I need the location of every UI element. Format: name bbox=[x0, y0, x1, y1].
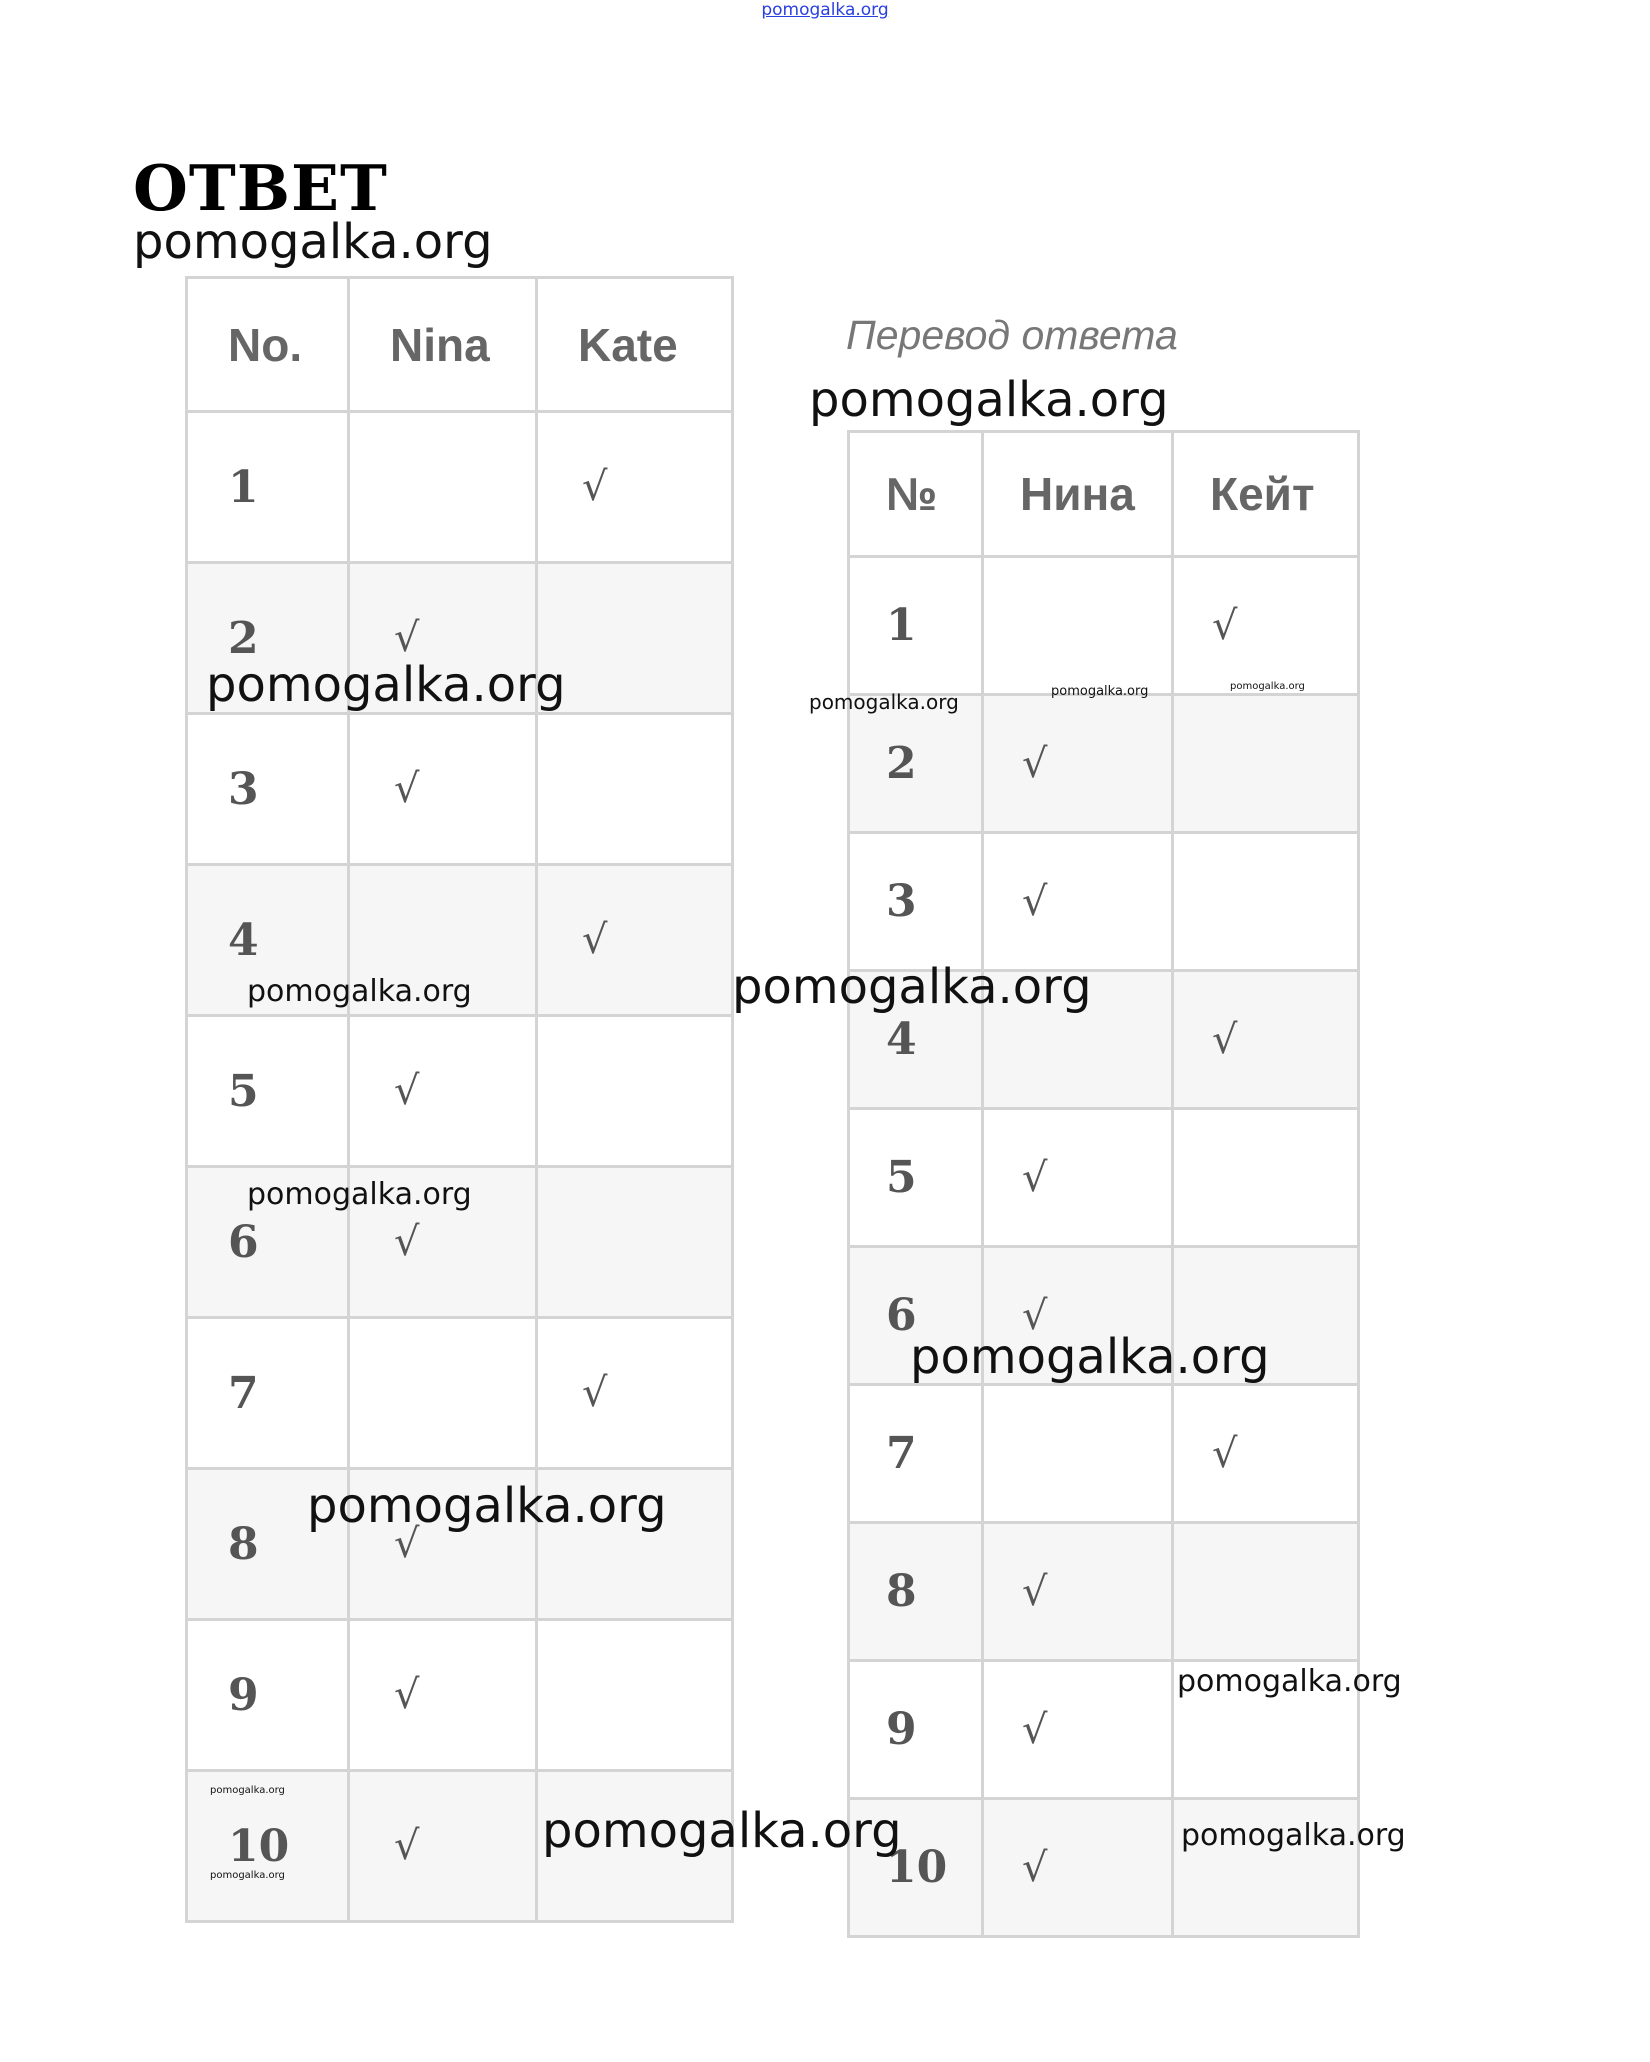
column-header-kate: Кейт bbox=[1173, 432, 1359, 557]
kate-cell bbox=[1173, 833, 1359, 971]
nina-cell: √ bbox=[349, 1167, 537, 1318]
column-header-number: № bbox=[849, 432, 983, 557]
table-row bbox=[849, 1385, 1359, 1523]
nina-cell: √ bbox=[983, 1661, 1173, 1799]
kate-cell bbox=[537, 714, 733, 865]
row-number-cell: 9 bbox=[849, 1661, 983, 1799]
nina-cell bbox=[983, 1385, 1173, 1523]
nina-cell: √ bbox=[983, 1247, 1173, 1385]
table-row bbox=[187, 1016, 733, 1167]
kate-cell bbox=[1173, 695, 1359, 833]
watermark: pomogalka.org bbox=[542, 1803, 902, 1859]
table-row bbox=[187, 714, 733, 865]
row-number-cell: 3 bbox=[187, 714, 349, 865]
kate-cell bbox=[537, 1016, 733, 1167]
row-number-cell: 10 bbox=[187, 1771, 349, 1922]
nina-cell: √ bbox=[983, 695, 1173, 833]
row-number-cell: 6 bbox=[849, 1247, 983, 1385]
table-header-row bbox=[187, 278, 733, 412]
nina-cell bbox=[983, 557, 1173, 695]
watermark: pomogalka.org bbox=[206, 657, 566, 713]
kate-cell bbox=[537, 1620, 733, 1771]
table-row bbox=[849, 1523, 1359, 1661]
watermark: pomogalka.org bbox=[809, 690, 959, 714]
watermark: pomogalka.org bbox=[210, 1870, 285, 1881]
kate-cell: √ bbox=[1173, 1385, 1359, 1523]
answer-table-russian bbox=[847, 430, 1360, 1938]
row-number-cell: 10 bbox=[849, 1799, 983, 1937]
watermark: pomogalka.org bbox=[307, 1478, 667, 1534]
watermark: pomogalka.org bbox=[1230, 681, 1305, 692]
row-number-cell: 8 bbox=[187, 1469, 349, 1620]
nina-cell: √ bbox=[349, 563, 537, 714]
row-number-cell: 5 bbox=[187, 1016, 349, 1167]
nina-cell: √ bbox=[349, 714, 537, 865]
row-number-cell: 7 bbox=[187, 1318, 349, 1469]
watermark: pomogalka.org bbox=[1051, 684, 1149, 699]
column-header-number: No. bbox=[187, 278, 349, 412]
row-number-cell: 4 bbox=[849, 971, 983, 1109]
table-row bbox=[849, 557, 1359, 695]
nina-cell: √ bbox=[349, 1016, 537, 1167]
row-number-cell: 6 bbox=[187, 1167, 349, 1318]
nina-cell bbox=[349, 412, 537, 563]
watermark: pomogalka.org bbox=[247, 974, 472, 1009]
row-number-cell: 4 bbox=[187, 865, 349, 1016]
kate-cell bbox=[1173, 1109, 1359, 1247]
row-number-cell: 2 bbox=[187, 563, 349, 714]
watermark: pomogalka.org bbox=[732, 959, 1092, 1015]
top-watermark: pomogalka.org bbox=[761, 0, 889, 20]
column-header-nina: Nina bbox=[349, 278, 537, 412]
row-number-cell: 7 bbox=[849, 1385, 983, 1523]
table-row bbox=[849, 833, 1359, 971]
kate-cell: √ bbox=[537, 865, 733, 1016]
table-row bbox=[187, 412, 733, 563]
nina-cell: √ bbox=[983, 1523, 1173, 1661]
watermark: pomogalka.org bbox=[1177, 1664, 1402, 1699]
column-header-nina: Нина bbox=[983, 432, 1173, 557]
row-number-cell: 1 bbox=[187, 412, 349, 563]
answer-table-english bbox=[185, 276, 734, 1923]
table-row bbox=[187, 1620, 733, 1771]
translation-title: Перевод ответа bbox=[846, 312, 1178, 358]
nina-cell: √ bbox=[349, 1469, 537, 1620]
row-number-cell: 9 bbox=[187, 1620, 349, 1771]
table-row bbox=[187, 1318, 733, 1469]
table-header-row bbox=[849, 432, 1359, 557]
nina-cell: √ bbox=[349, 1620, 537, 1771]
row-number-cell: 1 bbox=[849, 557, 983, 695]
watermark: pomogalka.org bbox=[910, 1329, 1270, 1385]
watermark: pomogalka.org bbox=[1181, 1818, 1406, 1853]
row-number-cell: 5 bbox=[849, 1109, 983, 1247]
table-row bbox=[849, 695, 1359, 833]
kate-cell: √ bbox=[1173, 557, 1359, 695]
nina-cell: √ bbox=[349, 1771, 537, 1922]
row-number-cell: 3 bbox=[849, 833, 983, 971]
row-number-cell: 8 bbox=[849, 1523, 983, 1661]
kate-cell bbox=[537, 563, 733, 714]
watermark: pomogalka.org bbox=[133, 214, 493, 270]
kate-cell bbox=[537, 1167, 733, 1318]
watermark: pomogalka.org bbox=[210, 1785, 285, 1796]
watermark: pomogalka.org bbox=[809, 372, 1169, 428]
nina-cell: √ bbox=[983, 1109, 1173, 1247]
column-header-kate: Kate bbox=[537, 278, 733, 412]
kate-cell: √ bbox=[1173, 971, 1359, 1109]
table-row bbox=[849, 1109, 1359, 1247]
kate-cell: √ bbox=[537, 412, 733, 563]
nina-cell bbox=[349, 1318, 537, 1469]
nina-cell: √ bbox=[983, 833, 1173, 971]
watermark: pomogalka.org bbox=[247, 1177, 472, 1212]
kate-cell: √ bbox=[537, 1318, 733, 1469]
row-number-cell: 2 bbox=[849, 695, 983, 833]
page-title: ОТВЕТ bbox=[133, 151, 388, 225]
kate-cell bbox=[1173, 1523, 1359, 1661]
nina-cell: √ bbox=[983, 1799, 1173, 1937]
